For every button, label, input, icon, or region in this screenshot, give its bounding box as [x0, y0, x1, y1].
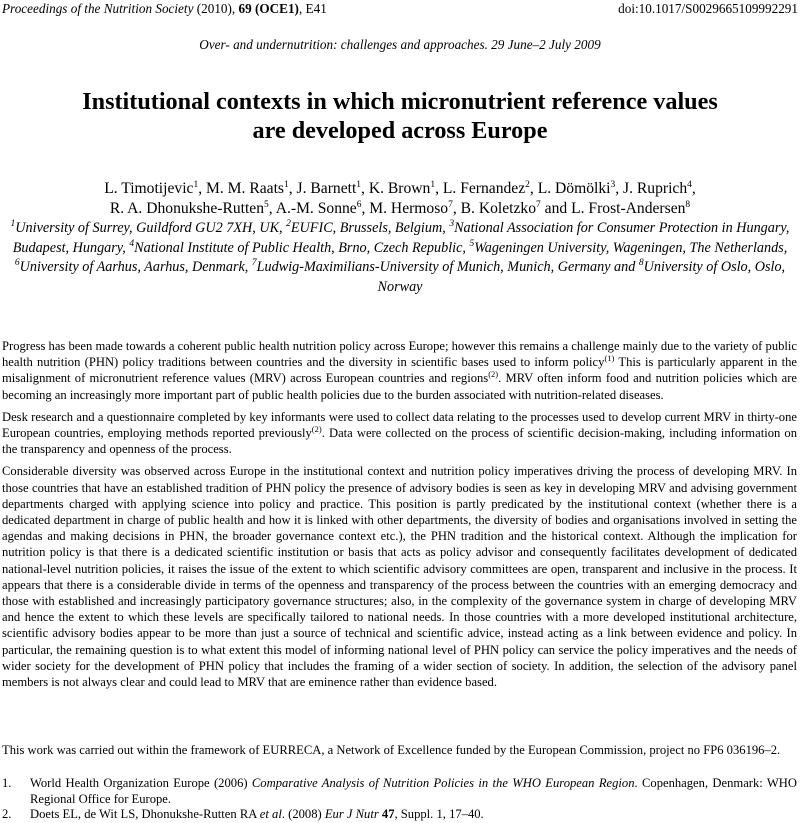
author: J. Ruprich$^4$,	[623, 180, 696, 197]
author-list	[6, 179, 794, 219]
running-header	[2, 1, 798, 17]
author: A.-M. Sonne$^6$,	[275, 200, 370, 217]
affiliation: $^8$University of Oslo, Oslo, Norway	[377, 258, 786, 295]
affiliation: $^3$National Association for Consumer Protection in Hungary, Budapest, Hungary,	[12, 219, 790, 256]
author: L. Fernandez$^2$,	[442, 180, 538, 197]
author: M. Hermoso$^7$,	[369, 200, 461, 217]
author: M. M. Raats$^1$,	[206, 180, 297, 197]
affiliation: $^2$EUFIC, Brussels, Belgium,	[286, 219, 450, 236]
article-title	[30, 87, 770, 145]
affiliation: $^1$University of Surrey, Guildford GU2 7XH, UK,	[10, 219, 287, 236]
journal-volume: 69	[238, 1, 252, 16]
journal-issue: (OCE1)	[254, 1, 299, 16]
reference-item: 1. World Health Organization Europe (2006) Comparative Analysis of Nutrition Policies in the WHO European Region. Copenhagen, Denmark: WHO Regional Office for Europe.	[2, 776, 797, 806]
paragraph-methods: Desk research and a questionnaire completed by key informants were used to collect data relating to the processes used to develop current MRV in thirty-one European countries, employing methods reported previously$^{(2)}$. Data were collected on the process of scientific decision-making, including information on the transparency and openness of the process.	[2, 409, 797, 457]
journal-page: , E41	[298, 1, 327, 16]
acknowledgement: This work was carried out within the framework of EURRECA, a Network of Excellence funded by the European Commission, project no FP6 036196–2.	[2, 743, 781, 757]
doi-link[interactable]: doi:10.1017/S0029665109992291	[618, 1, 798, 16]
author: L. Frost-Andersen$^8$	[571, 200, 691, 217]
journal-year: (2010),	[196, 1, 236, 16]
reference-marker[interactable]: (2)	[488, 369, 499, 380]
affiliation: $^6$University of Aarhus, Aarhus, Denmark,	[14, 258, 252, 276]
title-line-1: Institutional contexts in which micronutrient reference values	[82, 88, 718, 115]
author: L. Dömölki$^3$,	[537, 180, 624, 197]
affiliation: $^4$National Institute of Public Health, Brno, Czech Republic,	[129, 238, 470, 256]
reference-marker[interactable]: (1)	[604, 353, 615, 364]
author: J. Barnett$^1$,	[296, 180, 369, 197]
reference-marker[interactable]: (2)	[311, 424, 322, 435]
reference-list	[2, 776, 797, 823]
affiliation: $^5$Wageningen University, Wageningen, The Netherlands,	[469, 238, 788, 256]
author: K. Brown$^1$,	[368, 180, 443, 197]
author: B. Koletzko$^7$ and	[460, 200, 572, 217]
author: R. A. Dhonukshe-Rutten$^5$,	[109, 200, 276, 217]
reference-item: 2. Doets EL, de Wit LS, Dhonukshe-Rutten RA et al. (2008) Eur J Nutr 47, Suppl. 1, 17–40.	[2, 807, 484, 821]
abstract-body	[2, 338, 797, 696]
journal-citation	[2, 1, 327, 17]
title-line-2: are developed across Europe	[252, 117, 548, 144]
affiliation-list	[4, 219, 796, 297]
affiliation: $^7$Ludwig-Maximilians-University of Munich, Munich, Germany and	[251, 258, 639, 276]
paragraph-introduction: Progress has been made towards a coherent public health nutrition policy across Europe; however this remains a challenge mainly due to the variety of public health nutrition (PHN) policy traditions between countries and the diversity in scientific bases used to inform policy$^{(1)}$ This is particularly apparent in the misalignment of micronutrient reference values (MRV) across European countries and regions$^{(2)}$. MRV often inform food and nutrition policies which are becoming an increasingly more important part of public health policies due to the burden associated with nutrition-related diseases.	[2, 339, 798, 402]
journal-name: Proceedings of the Nutrition Society	[2, 1, 194, 16]
author: L. Timotijevic$^1$,	[104, 180, 206, 197]
paragraph-results: Considerable diversity was observed across Europe in the institutional context and nutrition policy imperatives driving the process of developing MRV. In those countries that have an established tradition of PHN policy the presence of advisory bodies is seen as key in developing MRV and advising government departments charged with applying science into policy and practice. This position is partly predicated by the institutional context (whether there is a dedicated department in charge of public health and how it is linked with other departments, the diversity of bodies and organisations involved in setting the agendas and making decisions in PHN, the broader governance context etc.), the PHN tradition and the historical context. Although the implication for nutrition policy is that there is a dedicated scientific institution or basis that acts as policy advisor and consequently facilitates development of dedicated national-level nutrition policies, it raises the issue of the extent to which scientific advisory committees are open, transparent and inclusive in the process. It appears that there is a considerable divide in terms of the openness and transparency of the process between the countries with an emerging democracy and those with established and increasingly participatory governance structures; also, in the complexity of the governance system in charge of developing MRV and hence the extent to which these levels are specifically tailored to national needs. In those countries with a more developed institutional architecture, scientific advisory bodies appear to be more than just a source of technical and scientific advice, instead acting as a link between evidence and policy. In particular, the remaining question is to what extent this model of informing national level of PHN policy can service the policy imperatives and the needs of wider society for the development of PHN policy that includes the framing of a wider section of society. In addition, the selection of the advisory panel members is not always clear and could lead to MRV that are eminence rather than evidence based.	[2, 464, 797, 690]
conference-line: Over- and undernutrition: challenges and approaches. 29 June–2 July 2009	[199, 37, 601, 52]
